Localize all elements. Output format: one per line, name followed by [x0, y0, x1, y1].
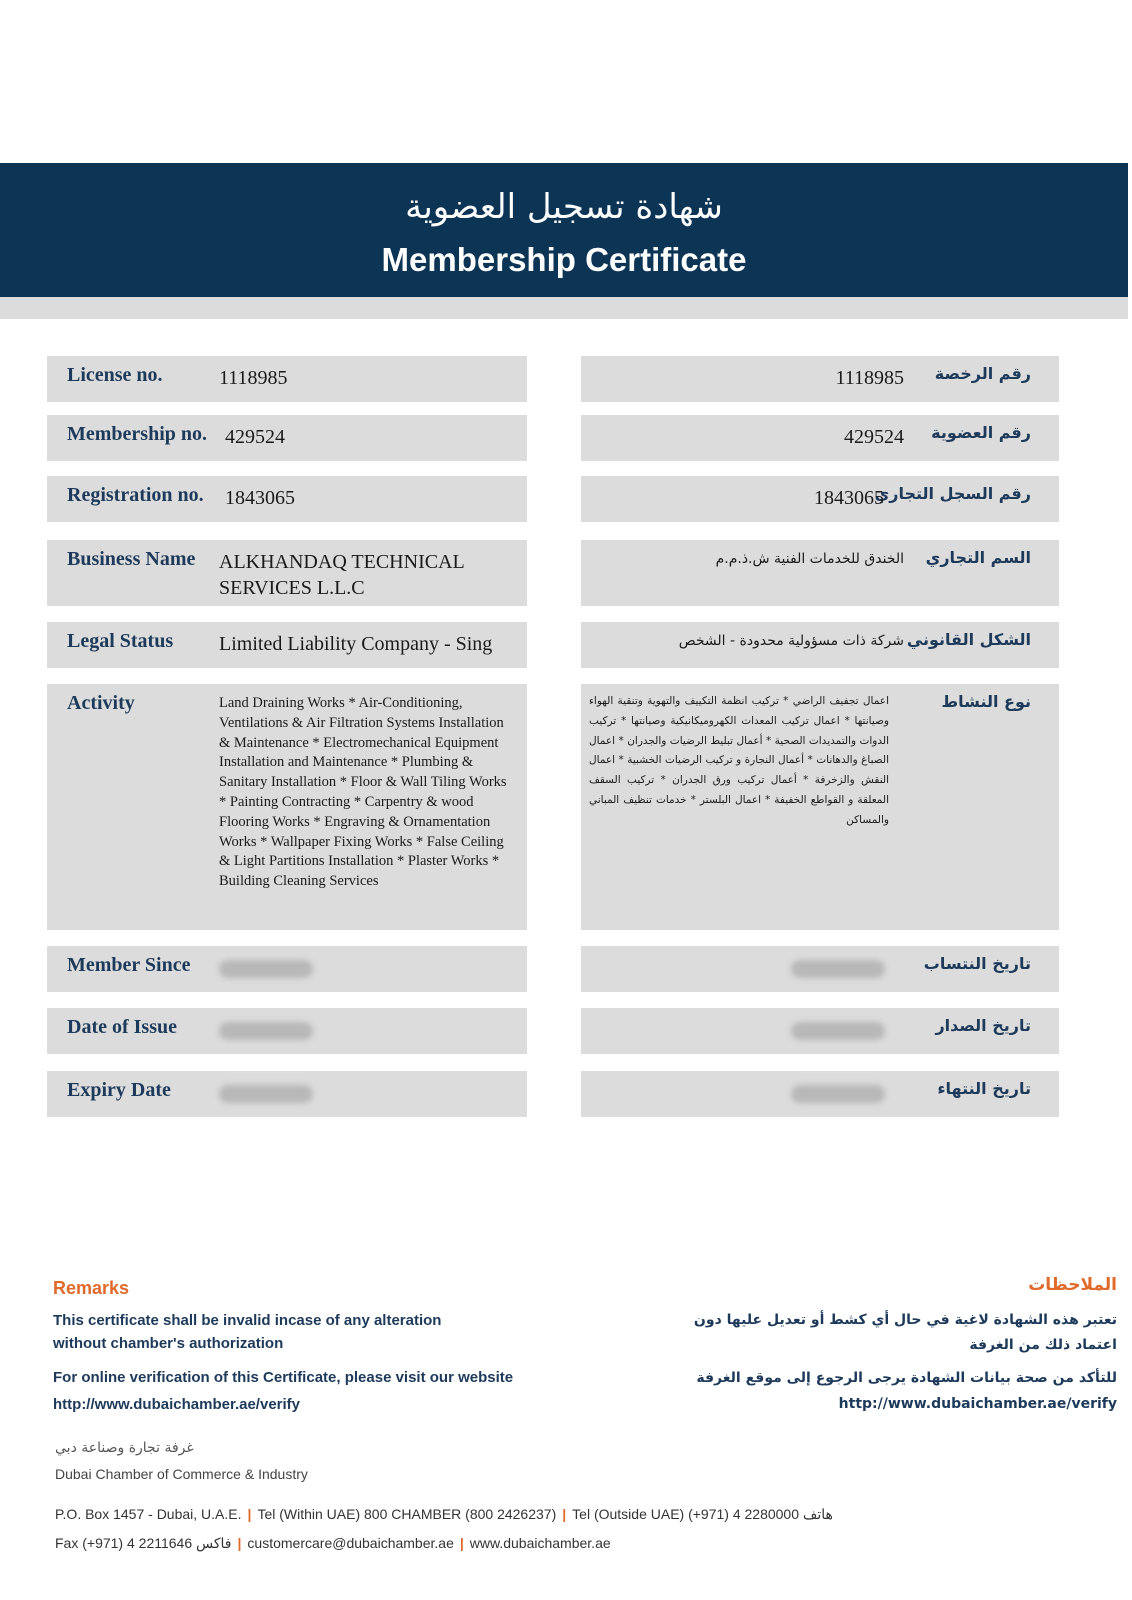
tel-outside: Tel (Outside UAE) (+971) 4 2280000 هاتف [572, 1506, 833, 1522]
business-name-label: Business Name [67, 548, 196, 570]
expiry-date-label: Expiry Date [67, 1079, 171, 1101]
separator: | [247, 1506, 252, 1522]
legal-status-box-en [47, 622, 527, 668]
redacted-date [219, 1085, 313, 1103]
license-label: License no. [67, 364, 163, 386]
activity-value: Land Draining Works * Air-Conditioning, Ventilations & Air Filtration Systems Installation & Maintenance * Electromechanical Equipment Installation and Maintenance * Plumbing & Sanitary Installation * Floor & Wall Tiling Works * Painting Contracting * Carpentry & wood Flooring Works * Engraving & Ornamentation Works * Wallpaper Fixing Works * False Ceiling & Light Partitions Installation * Plaster Works * Building Cleaning Services [219, 695, 507, 890]
title-english: Membership Certificate [381, 241, 747, 278]
remarks-title-ar: الملاحظات [1028, 1275, 1117, 1295]
verify-url-link-ar[interactable]: http://www.dubaichamber.ae/verify [838, 1396, 1117, 1412]
redacted-date [791, 960, 885, 978]
activity-box-ar [581, 684, 1059, 930]
license-box-en [47, 356, 527, 402]
remark-line-2: without chamber's authorization [53, 1335, 284, 1352]
remark-line-1: This certificate shall be invalid incase of any alteration [53, 1312, 442, 1329]
redacted-date [791, 1022, 885, 1040]
date-of-issue-box-en [47, 1008, 527, 1054]
activity-label: Activity [67, 692, 135, 714]
registration-value: 1843065 [225, 487, 295, 509]
member-since-box-ar [581, 946, 1059, 992]
membership-value-ar: 429524 [844, 426, 904, 448]
business-name-label-ar: السم التجاري [925, 548, 1031, 567]
membership-label-ar: رقم العضوية [931, 423, 1031, 442]
redacted-date [791, 1085, 885, 1103]
contact-line-1 [55, 1506, 833, 1523]
date-of-issue-label: Date of Issue [67, 1016, 177, 1038]
expiry-date-box-ar [581, 1071, 1059, 1117]
membership-box-ar [581, 415, 1059, 461]
contact-line-2 [55, 1535, 611, 1552]
remark-line-3-ar: للتأكد من صحة بيانات الشهادة يرجى الرجوع إلى موقع الغرفة [696, 1370, 1117, 1386]
license-label-ar: رقم الرخصة [934, 364, 1031, 383]
registration-box-en [47, 476, 527, 522]
registration-box-ar [581, 476, 1059, 522]
activity-label-ar: نوع النشاط [941, 692, 1031, 711]
business-name-value: ALKHANDAQ TECHNICAL SERVICES L.L.C [219, 551, 464, 599]
tel-within: Tel (Within UAE) 800 CHAMBER (800 2426237) [257, 1506, 557, 1522]
separator: | [562, 1506, 567, 1522]
redacted-date [219, 1022, 313, 1040]
license-value: 1118985 [219, 367, 288, 389]
business-name-box-en [47, 540, 527, 606]
certificate-header-banner [0, 163, 1128, 297]
fax: Fax (+971) 4 2211646 فاكس [55, 1535, 232, 1551]
legal-status-value-ar: شركة ذات مسؤولية محدودة - الشخص [678, 633, 904, 649]
chamber-name-ar: غرفة تجارة وصناعة دبي [55, 1440, 194, 1456]
remark-line-1-ar: تعتبر هذه الشهادة لاغية في حال أي كشط أو تعديل عليها دون [693, 1312, 1117, 1328]
registration-label: Registration no. [67, 484, 204, 506]
verify-url-link[interactable]: http://www.dubaichamber.ae/verify [53, 1396, 301, 1413]
date-of-issue-label-ar: تاريخ الصدار [935, 1016, 1031, 1035]
date-of-issue-box-ar [581, 1008, 1059, 1054]
expiry-date-box-en [47, 1071, 527, 1117]
legal-status-label: Legal Status [67, 630, 174, 652]
remark-line-2-ar: اعتماد ذلك من الغرفة [969, 1337, 1117, 1353]
member-since-label: Member Since [67, 954, 191, 976]
separator: | [237, 1535, 242, 1551]
legal-status-value: Limited Liability Company - Sing [219, 633, 493, 655]
business-name-value-ar: الخندق للخدمات الفنية ش.ذ.م.م [715, 551, 904, 567]
po-box: P.O. Box 1457 - Dubai, U.A.E. [55, 1506, 242, 1522]
header-stripe [0, 297, 1128, 319]
legal-status-box-ar [581, 622, 1059, 668]
website-link[interactable]: www.dubaichamber.ae [469, 1535, 611, 1551]
license-value-ar: 1118985 [835, 367, 904, 389]
activity-box-en [47, 684, 527, 930]
registration-label-ar: رقم السجل التجاري [874, 484, 1031, 503]
member-since-box-en [47, 946, 527, 992]
license-box-ar [581, 356, 1059, 402]
expiry-date-label-ar: تاريخ النتهاء [937, 1079, 1031, 1098]
separator: | [459, 1535, 464, 1551]
redacted-date [219, 960, 313, 978]
title-arabic: شهادة تسجيل العضوية [405, 187, 723, 227]
business-name-box-ar [581, 540, 1059, 606]
chamber-name-en: Dubai Chamber of Commerce & Industry [55, 1466, 308, 1482]
member-since-label-ar: تاريخ النتساب [923, 954, 1031, 973]
registration-value-ar: 1843065 [814, 487, 884, 509]
remarks-title: Remarks [53, 1278, 130, 1298]
activity-value-ar: اعمال تجفيف الراضي * تركيب انظمة التكييف والتهوية وتنقية الهواء وصيانتها * اعمال تركيب المعدات الكهروميكانيكية وصيانتها * تركيب الدوات والتمديدات الصحية * أعمال تبليط الرضيات والجدران * اعمال الصباغ والدهانات * أعمال النجارة و تركيب الرضيات الخشبية * اعمال النقش والزخرفة * أعمال تركيب ورق الجدران * تركيب السقف المعلقة و القواطع الخفيفة * اعمال البلستر * خدمات تنظيف المباني والمساكن [589, 695, 889, 826]
remark-line-3: For online verification of this Certificate, please visit our website [53, 1369, 514, 1386]
legal-status-label-ar: الشكل القانوني [906, 630, 1031, 649]
membership-box-en [47, 415, 527, 461]
membership-value: 429524 [225, 426, 285, 448]
email-link[interactable]: customercare@dubaichamber.ae [247, 1535, 454, 1551]
membership-label: Membership no. [67, 423, 207, 445]
